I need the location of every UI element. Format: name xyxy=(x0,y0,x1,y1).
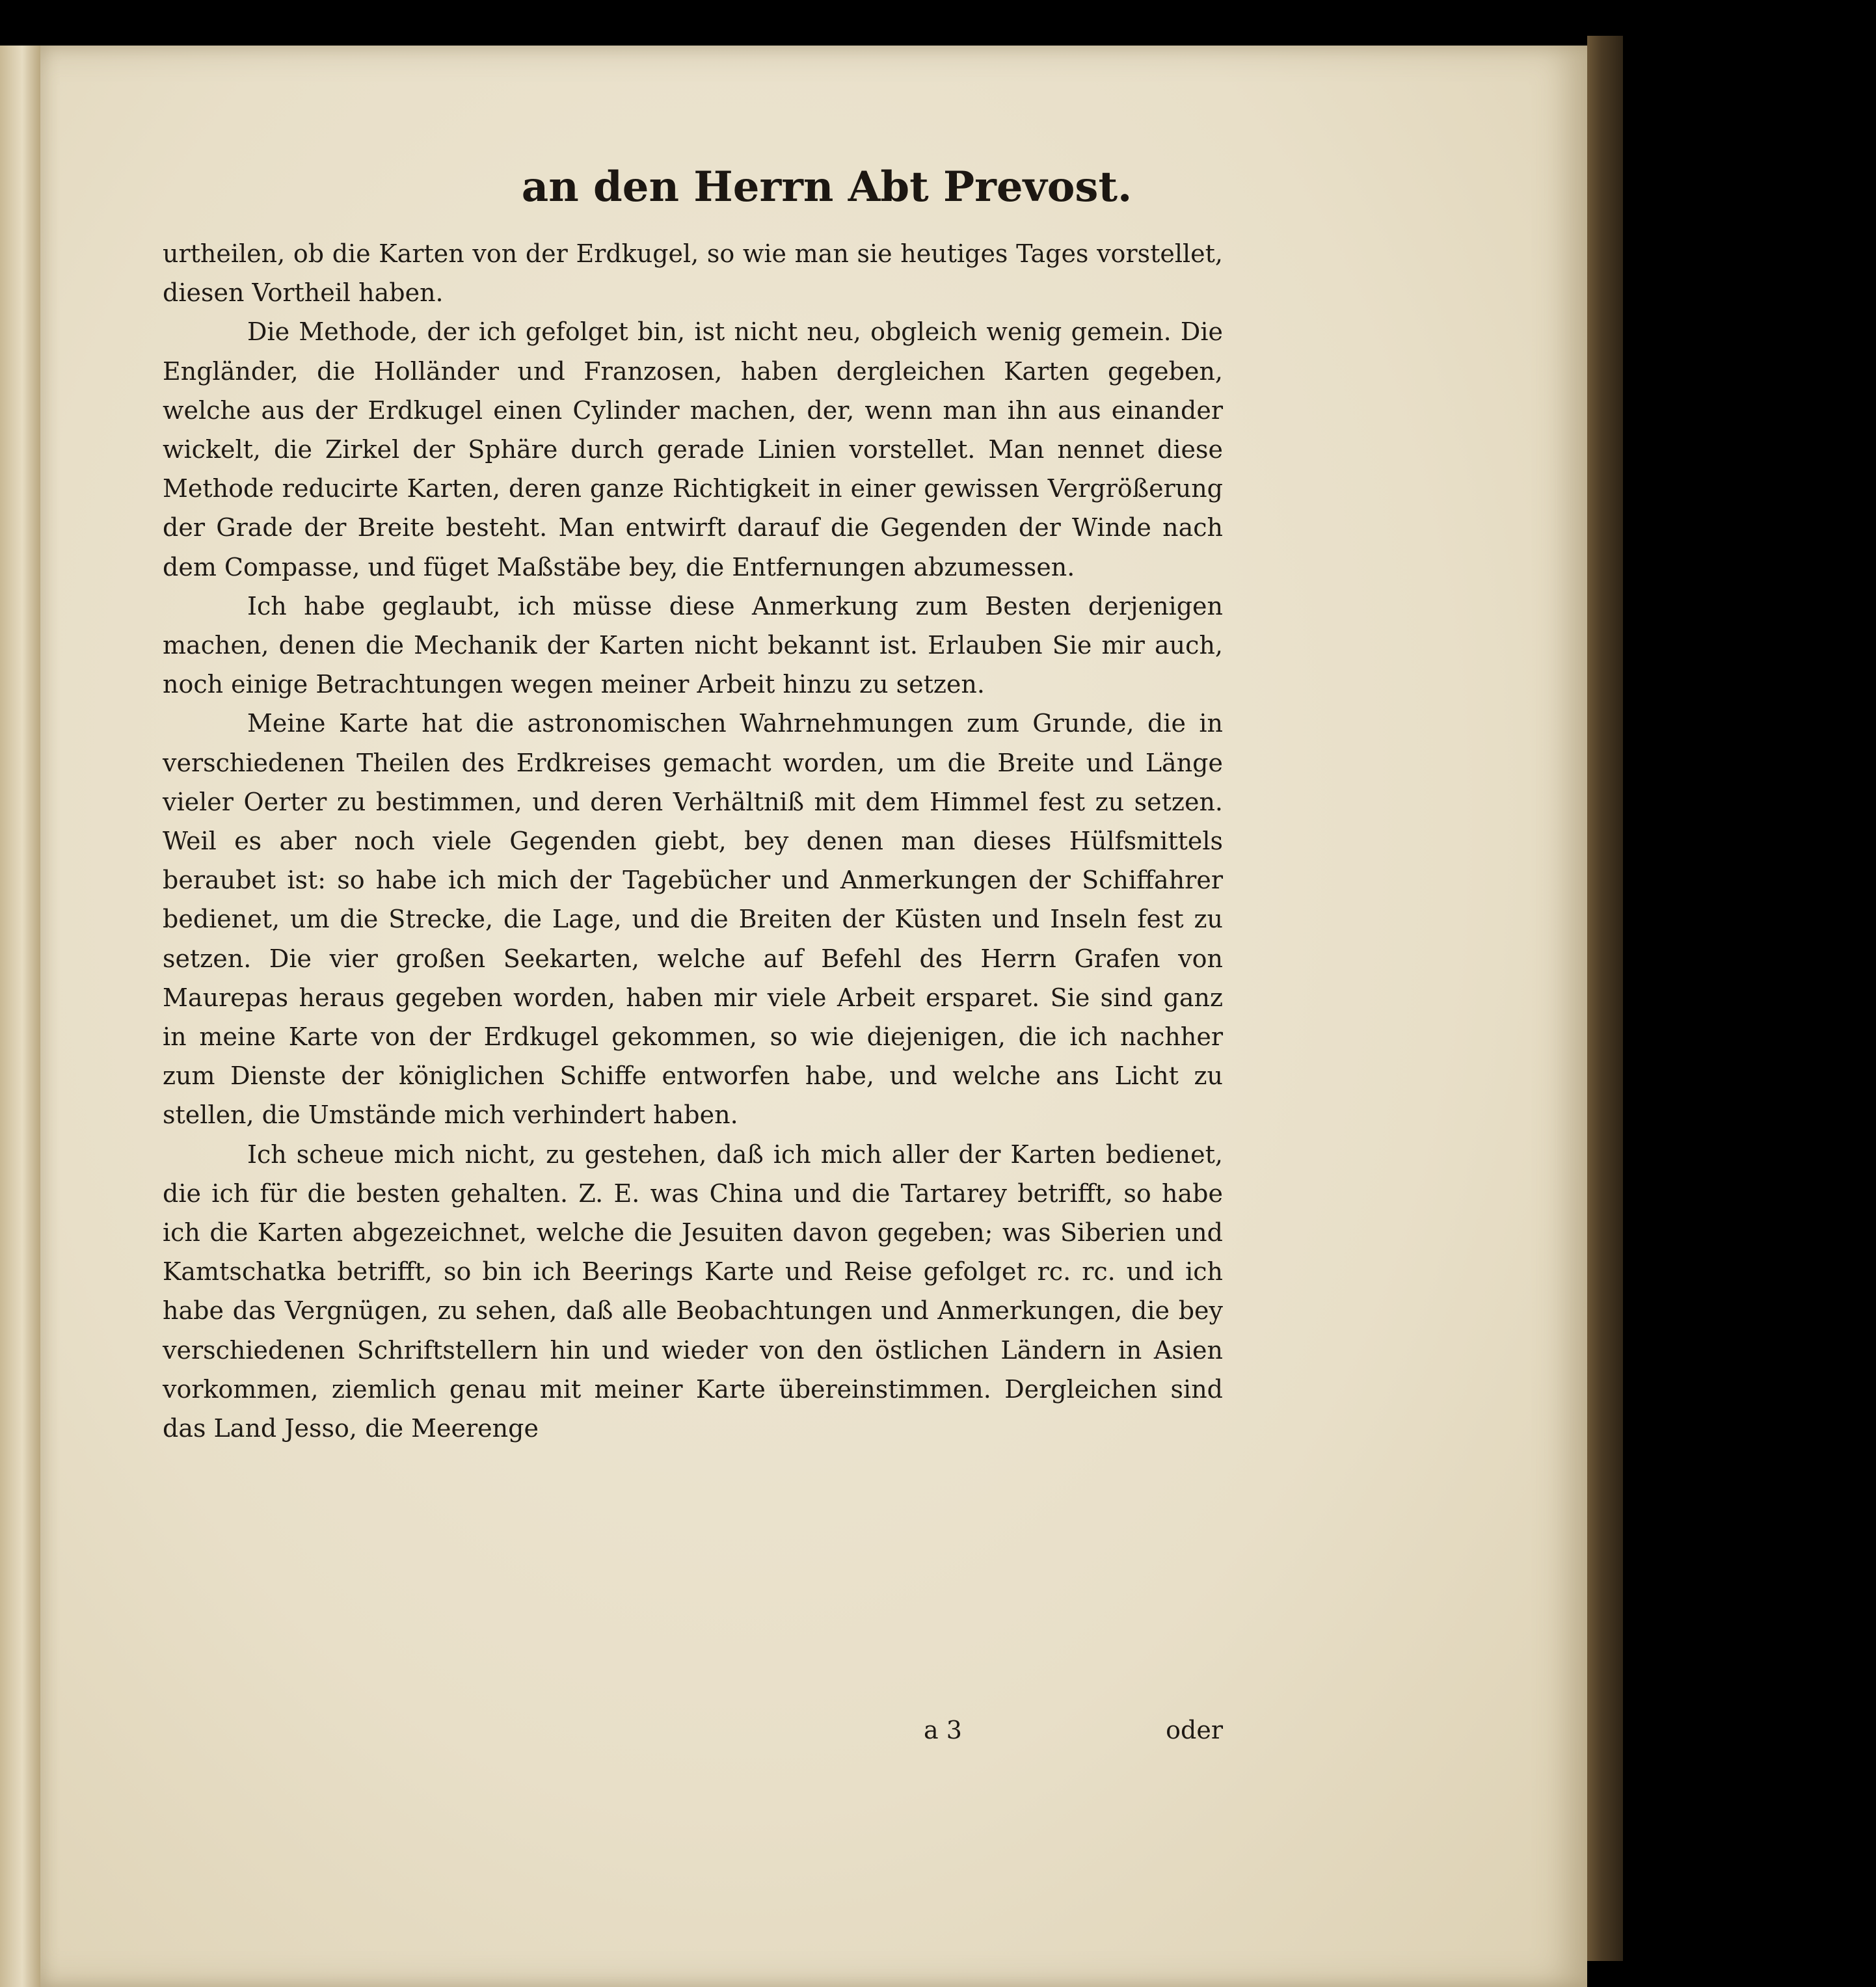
previous-page-edge xyxy=(0,46,42,1987)
paragraph: Meine Karte hat die astronomischen Wahrnehmungen zum Grunde, die in verschiedenen Theilen des Erdkreises gemacht worden, um die Breite und Länge vieler Oerter zu bestimmen, und deren Verhältniß mit dem Himmel fest zu setzen. Weil es aber noch viele Gegenden giebt, bey denen man dieses Hülfsmittels beraubet ist: so habe ich mich der Tagebücher und Anmerkungen der Schiffahrer bedienet, um die Strecke, die Lage, und die Breiten der Küsten und Inseln fest zu setzen. Die vier großen Seekarten, welche auf Befehl des Herrn Grafen von Maurepas heraus gegeben worden, haben mir viele Arbeit ersparet. Sie sind ganz in meine Karte von der Erdkugel gekommen, so wie diejenigen, die ich nachher zum Dienste der königlichen Schiffe entworfen habe, und welche ans Licht zu stellen, die Umstände mich verhindert haben. xyxy=(163,709,1223,1130)
book-edge xyxy=(1587,36,1623,1961)
paragraph: Ich scheue mich nicht, zu gestehen, daß ich mich aller der Karten bedienet, die ich für die besten gehalten. Z. E. was China und die Tartarey betrifft, so habe ich die Karten abgezeichnet, welche die Jesuiten davon gegeben; was Siberien und Kamtschatka betrifft, so bin ich Beerings Karte und Reise gefolget rc. rc. und ich habe das Vergnügen, zu sehen, daß alle Beobachtungen und Anmerkungen, die bey verschiedenen Schriftstellern hin und wieder von den östlichen Ländern in Asien vorkommen, ziemlich genau mit meiner Karte übereinstimmen. Dergleichen sind das Land Jesso, die Meerenge xyxy=(163,1140,1223,1443)
running-head: an den Herrn Abt Prevost. xyxy=(521,163,1132,211)
signature-mark: a 3 xyxy=(924,1716,962,1744)
paragraph: Die Methode, der ich gefolget bin, ist nicht neu, obgleich wenig gemein. Die Engländer, die Holländer und Franzosen, haben dergleichen Karten gegeben, welche aus der Erdkugel einen Cylinder machen, der, wenn man ihn aus einander wickelt, die Zirkel der Sphäre durch gerade Linien vorstellet. Man nennet diese Methode reducirte Karten, deren ganze Richtigkeit in einer gewissen Vergrößerung der Grade der Breite besteht. Man entwirft darauf die Gegenden der Winde nach dem Compasse, und füget Maßstäbe bey, die Entfernungen abzumessen. xyxy=(163,317,1223,581)
paragraph: Ich habe geglaubt, ich müsse diese Anmerkung zum Besten derjenigen machen, denen die Mechanik der Karten nicht bekannt ist. Erlauben Sie mir auch, noch einige Betrachtungen wegen meiner Arbeit hinzu zu setzen. xyxy=(163,591,1223,699)
catchword: oder xyxy=(1166,1716,1223,1744)
body-text xyxy=(163,234,1223,1448)
page-footer xyxy=(163,1716,1223,1755)
paragraph: urtheilen, ob die Karten von der Erdkugel, so wie man sie heutiges Tages vorstellet, diesen Vortheil haben. xyxy=(163,239,1223,308)
